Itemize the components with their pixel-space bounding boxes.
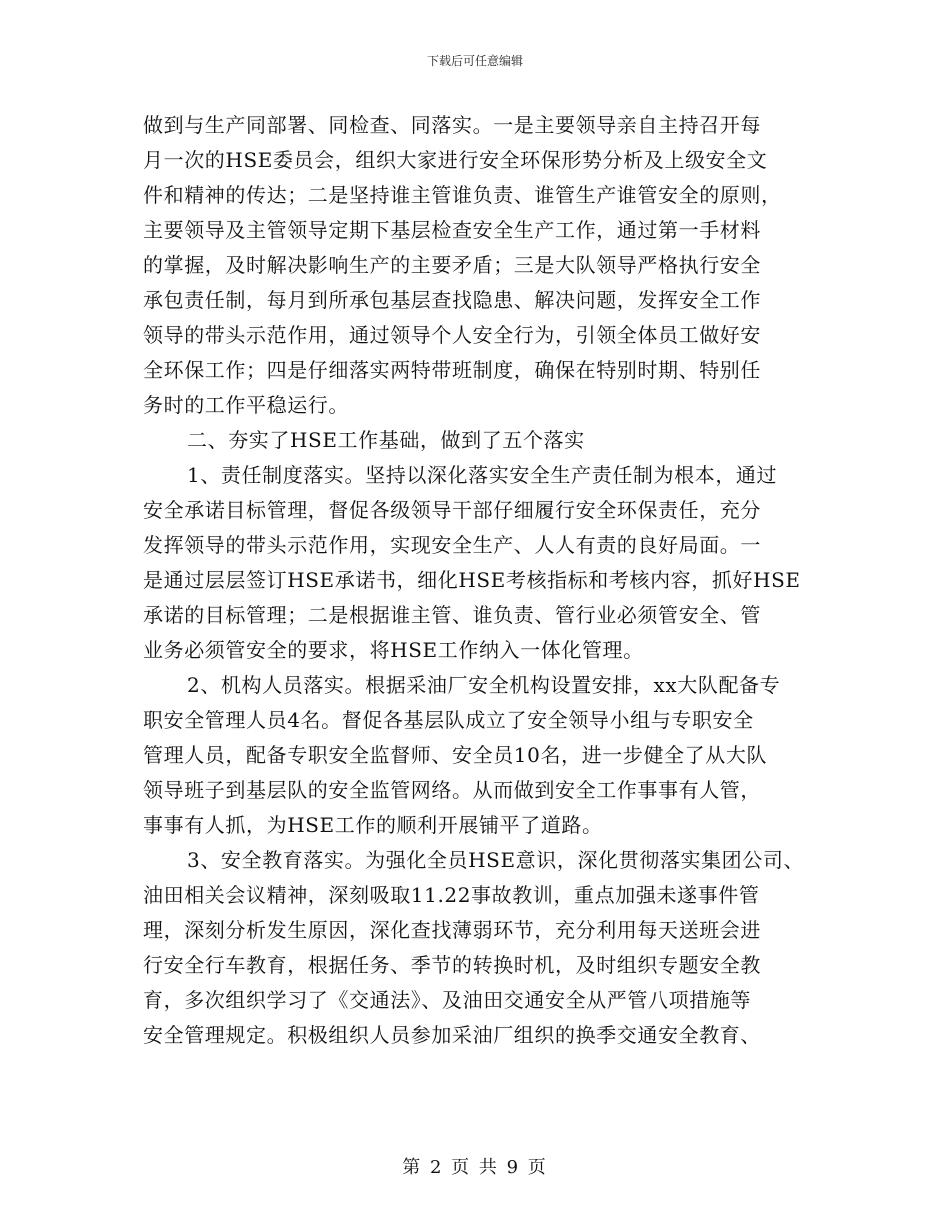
text-line: 行安全行车教育，根据任务、季节的转换时机，及时组织专题安全教	[143, 953, 761, 977]
text-line: 育，多次组织学习了《交通法》、及油田交通安全从严管八项措施等	[143, 988, 751, 1012]
text-line: 全环保工作；四是仔细落实两特带班制度，确保在特别时期、特别任	[143, 358, 761, 382]
text-line: 承诺的目标管理；二是根据谁主管、谁负责、管行业必须管安全、管	[143, 603, 761, 627]
text-line: 务时的工作平稳运行。	[143, 393, 349, 417]
text-line: 做到与生产同部署、同检查、同落实。一是主要领导亲自主持召开每	[143, 113, 761, 137]
text-line: 是通过层层签订HSE承诺书，细化HSE考核指标和考核内容，抓好HSE	[143, 568, 801, 592]
text-line: 3、安全教育落实。为强化全员HSE意识，深化贯彻落实集团公司、	[187, 848, 805, 872]
text-line: 事事有人抓，为HSE工作的顺利开展铺平了道路。	[143, 813, 603, 837]
text-line: 理，深刻分析发生原因，深化查找薄弱环节，充分利用每天送班会进	[143, 918, 761, 942]
text-line: 1、责任制度落实。坚持以深化落实安全生产责任制为根本，通过	[187, 463, 778, 487]
text-line: 领导班子到基层队的安全监管网络。从而做到安全工作事事有人管，	[143, 778, 761, 802]
text-line: 二、夯实了HSE工作基础，做到了五个落实	[187, 428, 585, 452]
document-body	[143, 108, 823, 1053]
text-line: 业务必须管安全的要求，将HSE工作纳入一体化管理。	[143, 638, 644, 662]
text-line: 安全管理规定。积极组织人员参加采油厂组织的换季交通安全教育、	[143, 1023, 761, 1047]
text-line: 安全承诺目标管理，督促各级领导干部仔细履行安全环保责任，充分	[143, 498, 761, 522]
text-line: 2、机构人员落实。根据采油厂安全机构设置安排，xx大队配备专	[187, 673, 781, 697]
text-line: 承包责任制，每月到所承包基层查找隐患、解决问题，发挥安全工作	[143, 288, 761, 312]
text-line: 主要领导及主管领导定期下基层检查安全生产工作，通过第一手材料	[143, 218, 761, 242]
text-line: 的掌握，及时解决影响生产的主要矛盾；三是大队领导严格执行安全	[143, 253, 761, 277]
text-line: 管理人员，配备专职安全监督师、安全员10名，进一步健全了从大队	[143, 743, 768, 767]
text-line: 职安全管理人员4名。督促各基层队成立了安全领导小组与专职安全	[143, 708, 754, 732]
page-header: 下载后可任意编辑	[426, 54, 523, 68]
text-line: 月一次的HSE委员会，组织大家进行安全环保形势分析及上级安全文	[143, 148, 768, 172]
text-line: 油田相关会议精神，深刻吸取11.22事故教训，重点加强未遂事件管	[143, 883, 760, 907]
text-line: 件和精神的传达；二是坚持谁主管谁负责、谁管生产谁管安全的原则，	[143, 183, 782, 207]
text-line: 发挥领导的带头示范作用，实现安全生产、人人有责的良好局面。一	[143, 533, 761, 557]
page-footer: 第 2 页 共 9 页	[402, 1157, 548, 1178]
text-line: 领导的带头示范作用，通过领导个人安全行为，引领全体员工做好安	[143, 323, 761, 347]
